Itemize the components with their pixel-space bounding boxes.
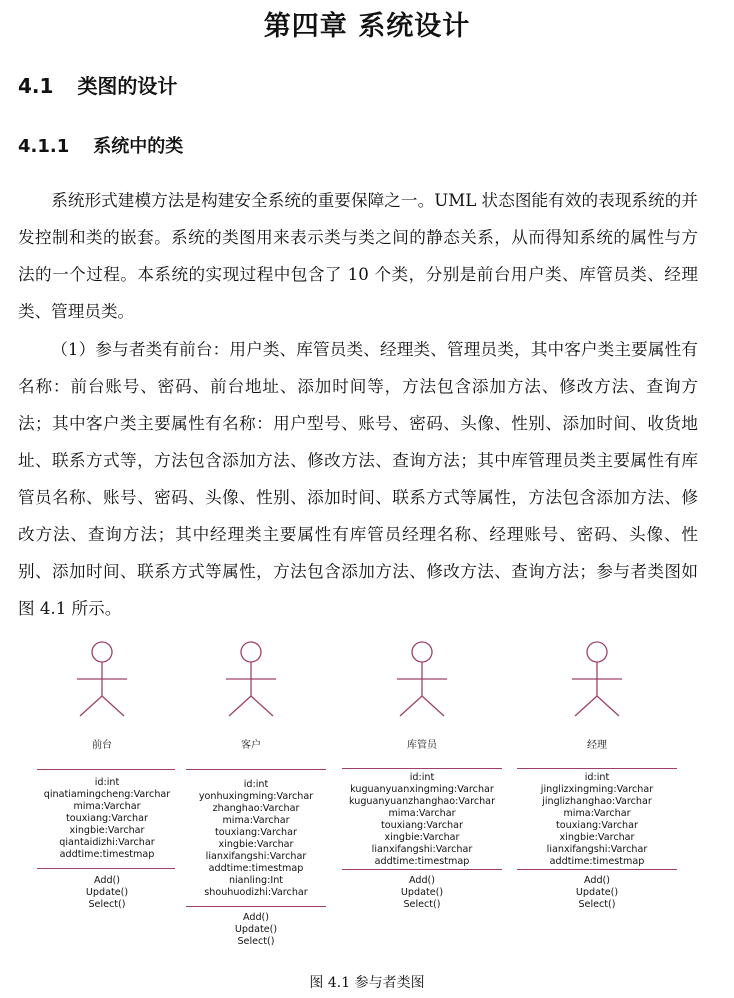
attribute: qiantaidizhi:Varchar: [59, 837, 155, 848]
attribute: mima:Varchar: [222, 815, 290, 826]
method: Select(): [403, 899, 441, 910]
class-attributes-kuguanyuan: [332, 772, 512, 868]
subsection-heading: [18, 132, 183, 158]
actor-label: 经理: [587, 740, 607, 751]
attribute: mima:Varchar: [563, 808, 631, 819]
stick-figure-icon: [17, 640, 187, 730]
section-number: 4.1: [18, 74, 54, 98]
attribute: kuguanyuanzhanghao:Varchar: [348, 796, 496, 807]
method: Select(): [88, 899, 126, 910]
attribute: mima:Varchar: [388, 808, 456, 819]
section-title: 类图的设计: [77, 74, 178, 98]
class-box-top-line: [342, 768, 502, 769]
attribute: mima:Varchar: [73, 801, 141, 812]
class-box-top-line: [186, 769, 326, 770]
actor-label: 库管员: [407, 740, 437, 751]
method: Select(): [237, 936, 275, 947]
figure-caption: 图 4.1 参与者类图: [309, 975, 425, 991]
attribute: lianxifangshi:Varchar: [371, 844, 473, 855]
attribute: xingbie:Varchar: [559, 832, 635, 843]
attribute: zhanghao:Varchar: [212, 803, 300, 814]
class-box-divider: [186, 906, 326, 907]
attribute: nianling:Int: [228, 875, 284, 886]
attribute: jinglizhanghao:Varchar: [542, 796, 652, 807]
stick-figure-icon: [166, 640, 336, 730]
method: Add(): [583, 875, 611, 886]
attribute: touxiang:Varchar: [381, 820, 463, 831]
attribute: kuguanyuanxingming:Varchar: [350, 784, 494, 795]
class-box-divider: [517, 869, 677, 870]
attribute: xingbie:Varchar: [218, 839, 294, 850]
actor-label: 客户: [241, 740, 261, 751]
body-paragraph-1: 系统形式建模方法是构建安全系统的重要保障之一。UML 状态图能有效的表现系统的并发控制和类的嵌套。系统的类图用来表示类与类之间的静态关系，从而得知系统的属性与方法的一个过程。本系统的实现过程中包含了 10 个类，分别是前台用户类、库管员类、经理类、管理员类。: [18, 191, 698, 321]
body-paragraph-2: （1）参与者类有前台：用户类、库管员类、经理类、管理员类，其中客户类主要属性有名称：前台账号、密码、前台地址、添加时间等，方法包含添加方法、修改方法、查询方法；其中客户类主要属性有名称：用户型号、账号、密码、头像、性别、添加时间、收货地址、联系方式等，方法包含添加方法、修改方法、查询方法；其中库管理员类主要属性有库管员名称、账号、密码、头像、性别、添加时间、联系方式等属性，方法包含添加方法、修改方法、查询方法；其中经理类主要属性有库管员经理名称、经理账号、密码、头像、性别、添加时间、联系方式等属性，方法包含添加方法、修改方法、查询方法；参与者类图如图 4.1 所示。: [18, 340, 698, 618]
class-attributes-jingli: [507, 772, 687, 868]
attribute: jinglizxingming:Varchar: [540, 784, 654, 795]
attribute: lianxifangshi:Varchar: [546, 844, 648, 855]
class-methods-kuguanyuan: [332, 875, 512, 911]
method: Update(): [575, 887, 619, 898]
attribute: lianxifangshi:Varchar: [205, 851, 307, 862]
method: Add(): [93, 875, 121, 886]
attribute: id:int: [94, 777, 120, 788]
method: Update(): [400, 887, 444, 898]
class-box-divider: [342, 869, 502, 870]
attribute: id:int: [409, 772, 435, 783]
attribute: touxiang:Varchar: [215, 827, 297, 838]
class-box-divider: [37, 868, 175, 869]
attribute: touxiang:Varchar: [556, 820, 638, 831]
method: Add(): [408, 875, 436, 886]
actor-label: 前台: [92, 740, 112, 751]
class-methods-jingli: [507, 875, 687, 911]
attribute: xingbie:Varchar: [69, 825, 145, 836]
attribute: yonhuxingming:Varchar: [198, 791, 314, 802]
subsection-number: 4.1.1: [18, 136, 70, 157]
attribute: id:int: [584, 772, 610, 783]
subsection-title: 系统中的类: [93, 136, 184, 157]
chapter-title: 第四章 系统设计: [263, 11, 471, 42]
section-heading: [18, 70, 177, 99]
attribute: addtime:timestmap: [59, 849, 155, 860]
attribute: addtime:timestmap: [208, 863, 304, 874]
attribute: xingbie:Varchar: [384, 832, 460, 843]
class-box-top-line: [517, 768, 677, 769]
class-box-top-line: [37, 769, 175, 770]
attribute: qinatiamingcheng:Varchar: [43, 789, 171, 800]
attribute: addtime:timestmap: [374, 856, 470, 867]
method: Select(): [578, 899, 616, 910]
method: Update(): [234, 924, 278, 935]
method: Update(): [85, 887, 129, 898]
attribute: id:int: [243, 779, 269, 790]
stick-figure-icon: [512, 640, 682, 730]
class-methods-kehu: [166, 912, 346, 948]
attribute: shouhuodizhi:Varchar: [204, 887, 308, 898]
class-attributes-kehu: [166, 779, 346, 899]
attribute: addtime:timestmap: [549, 856, 645, 867]
attribute: touxiang:Varchar: [66, 813, 148, 824]
stick-figure-icon: [337, 640, 507, 730]
method: Add(): [242, 912, 270, 923]
